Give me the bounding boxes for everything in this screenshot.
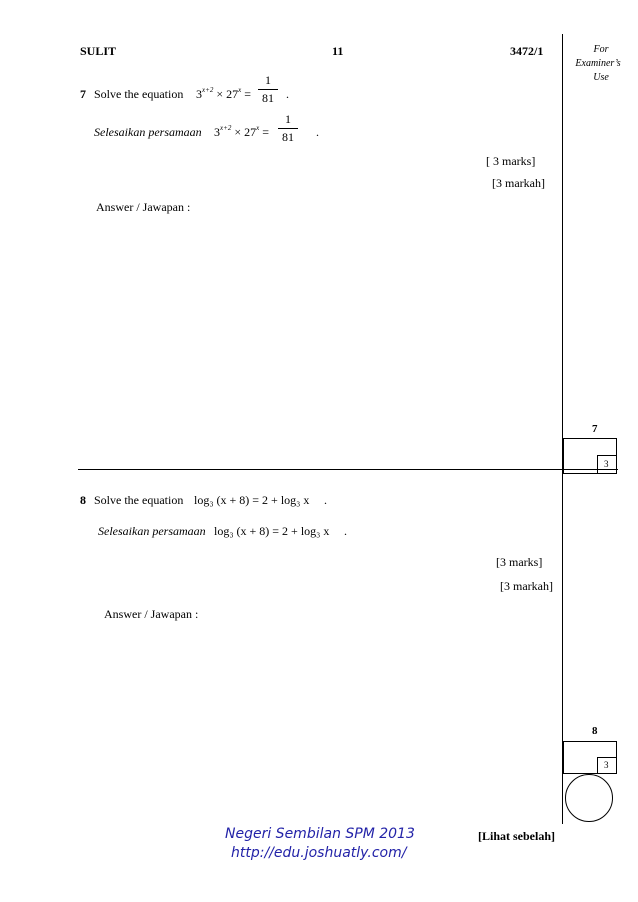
q8-equation-en: log₃ (x + 8) = 2 + log₃ x	[194, 493, 310, 507]
q7-equation-en: $3^{x+2} \times 27^x$ =	[196, 86, 252, 101]
q7-intro-ms: Selesaikan persamaan	[94, 125, 202, 139]
q7-box-label: 7	[592, 423, 598, 435]
q7-fraction-ms: 1 81	[278, 112, 298, 145]
q7-answer-label: Answer / Jawapan :	[96, 200, 191, 214]
q7-fraction-en: 1 81	[258, 73, 278, 106]
q7-period-en: .	[286, 87, 289, 101]
q8-period-ms: .	[344, 524, 347, 538]
examiner-use: Use	[593, 72, 609, 83]
q7-number: 7	[80, 87, 86, 101]
section-divider	[78, 469, 618, 470]
next-page-label: [Lihat sebelah]	[478, 829, 556, 843]
q8-marks-ms: [3 markah]	[500, 579, 553, 593]
total-score-circle	[565, 774, 613, 822]
q8-intro-ms: Selesaikan persamaan	[98, 524, 206, 538]
q8-intro-en: Solve the equation	[94, 493, 184, 507]
examiner-for: For	[593, 44, 609, 55]
q7-intro-en: Solve the equation	[94, 87, 184, 101]
q8-box-label: 8	[592, 725, 598, 737]
q8-equation-ms: log₃ (x + 8) = 2 + log₃ x	[214, 524, 330, 538]
examiner-column-divider	[562, 34, 563, 824]
footer-source: Negeri Sembilan SPM 2013	[225, 826, 415, 842]
q7-equation-ms: $3^{x+2} \times 27^x$ =	[214, 124, 270, 139]
q8-answer-label: Answer / Jawapan :	[104, 607, 199, 621]
footer-url[interactable]: http://edu.joshuatly.com/	[231, 845, 407, 861]
q8-score: 3	[604, 760, 609, 770]
q8-marks-en: [3 marks]	[496, 555, 543, 569]
q8-number: 8	[80, 493, 86, 507]
q8-period-en: .	[324, 493, 327, 507]
q7-marks-ms: [3 markah]	[492, 176, 545, 190]
examiner-label: Examiner’s	[575, 58, 621, 69]
q7-score: 3	[604, 459, 609, 469]
paper-code: 3472/1	[510, 44, 544, 58]
q7-period-ms: .	[316, 125, 319, 139]
q7-marks-en: [ 3 marks]	[486, 154, 536, 168]
sulit-label: SULIT	[80, 44, 117, 58]
page-number: 11	[332, 44, 344, 58]
